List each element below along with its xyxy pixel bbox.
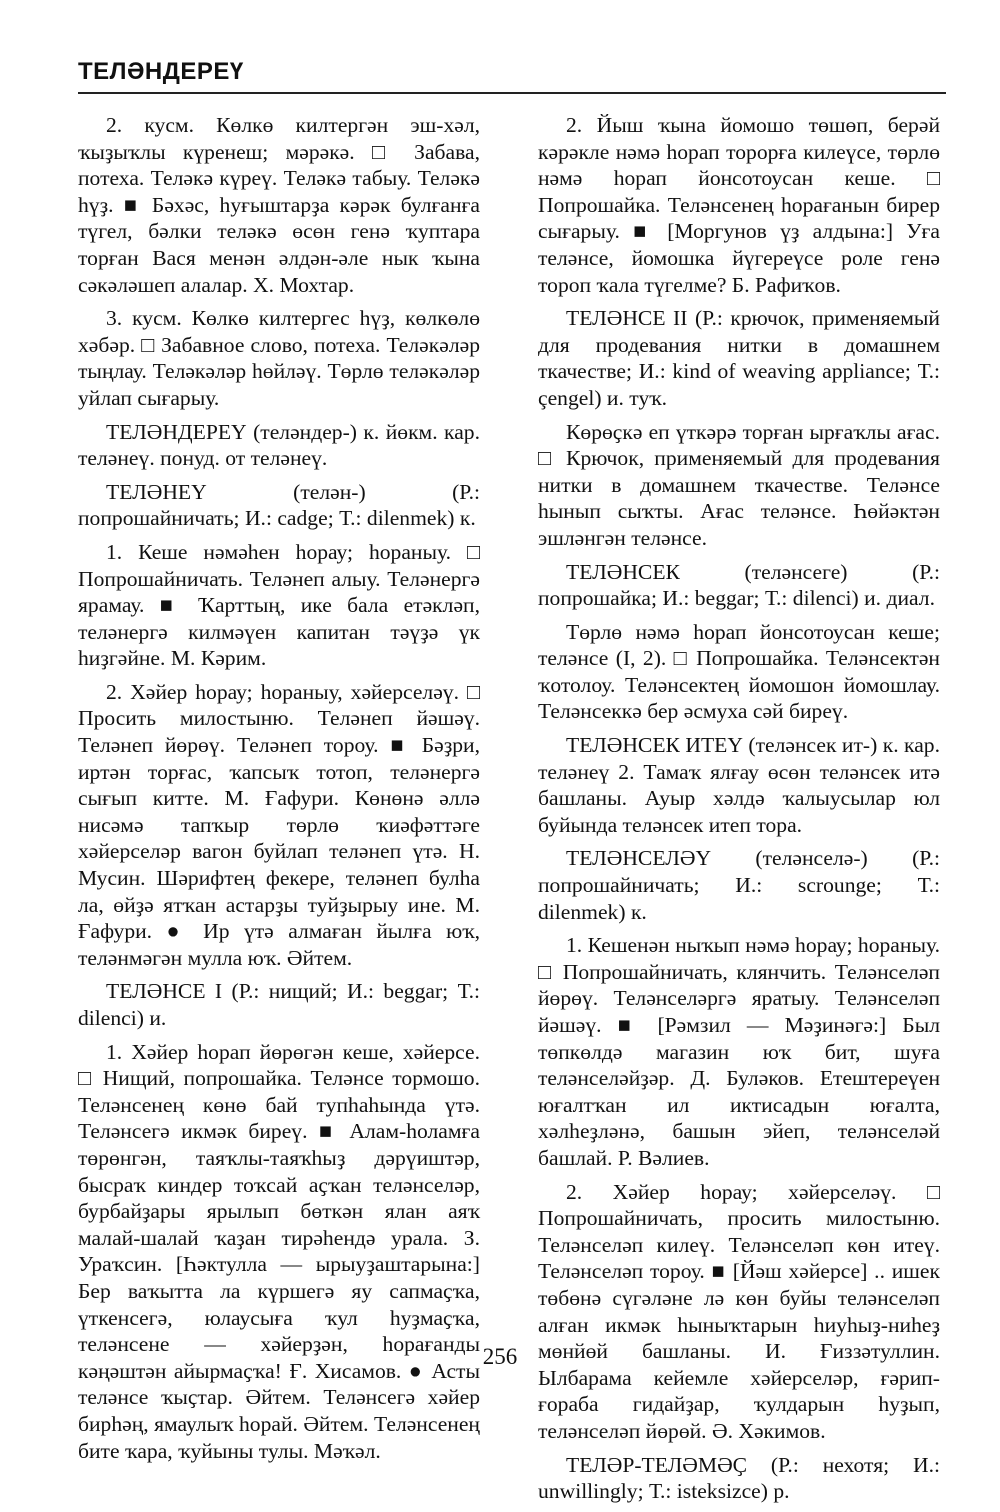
entry-paragraph: ТЕЛӘНСЕ I (Р.: нищий; И.: beggar; Т.: dilenci) и. <box>78 979 480 1030</box>
entry-paragraph: ТЕЛӘНЕҮ (телән-) (Р.: попрошайничать; И.: cadge; Т.: dilenmek) к. <box>78 479 480 531</box>
entry-paragraph: ТЕЛӘНСЕ II (Р.: крючок, применяемый для продевания нитки в домашнем ткачестве; И.: kind of weaving appliance; Т.: çengel) и. туҡ. <box>538 306 940 410</box>
running-header-title: ТЕЛӘНДЕРЕҮ <box>78 58 244 85</box>
entry-paragraph: 2. Хәйер һорау; хәйерселәү. □ Попрошайничать, просить милостыню. Теләнселәп килеү. Теләнселәп көн итеү. Теләнселәп тороу. ■ [Йәш хәйерсе] .. ишек төбөнә сүгәләне лә көн буйы теләнселәп алған икмәк һыныҡтарын һиуһыҙ-ниһеҙ мөнйөй башланы. И. Ғиззәтуллин. Ылбарама кейемле хәйерселәр, ғәрип-ғораба гидайҙар, ҡулдарын һуҙып, теләнселәп йөрөй. Ә. Хәкимов. <box>538 1179 940 1443</box>
entry-paragraph: Көрөҫкә еп үткәрә торған ырғаҡлы ағас. □ Крючок, применяемый для продевания нитки в домашнем ткачестве. Теләнсе һынып сыҡты. Ағас теләнсе. Һөйәктән эшләнгән теләнсе. <box>538 419 940 550</box>
right-column <box>538 112 940 1512</box>
entry-paragraph: ТЕЛӘНДЕРЕҮ (теләндер-) к. йөкм. кар. теләнеү. понуд. от теләнеү. <box>78 419 480 471</box>
entry-paragraph: ТЕЛӘНСЕЛӘҮ (теләнселә-) (Р.: попрошайничать; И.: scrounge; Т.: dilenmek) к. <box>538 846 940 924</box>
page-number: 256 <box>482 1344 518 1369</box>
entry-paragraph: ТЕЛӘР-ТЕЛӘМӘҪ (Р.: нехотя; И.: unwillingly; Т.: isteksizce) р. <box>538 1452 940 1504</box>
entry-paragraph: 1. Кешенән ныҡып нәмә һорау; һораныу. □ Попрошайничать, клянчить. Теләнселәп йөрөү. Теләнселәргә яратыу. Теләнселәп йәшәү. ■ [Рәмзил — Мәҙинәгә:] Был төпкөлдә магазин юҡ бит, шуға теләнселәйҙәр. Д. Буләков. Етештереүен юғалтҡан ил иктисадын юғалта, хәлһеҙләнә, башын эйеп, теләнселәй башлай. Р. Вәлиев. <box>538 933 940 1170</box>
running-header <box>78 58 946 94</box>
entry-paragraph: Төрлө нәмә һорап йонсотоусан кеше; теләнсе (I, 2). □ Попрошайка. Теләнсектән ҡотолоу. Теләнсектең йомошон йомошлау. Теләнсеккә бер әсмуха сәй биреү. <box>538 619 940 724</box>
entry-paragraph: 1. Хәйер һорап йөрөгән кеше, хәйерсе. □ Нищий, попрошайка. Теләнсе тормошо. Теләнсенең көнө бай тупһаһында үтә. Теләнсегә икмәк биреү. ■ Алам-һоламға төрөнгән, таяҡлы-таяҡһыҙ дәрүиштәр, бысраҡ киндер тоҡсай аҫҡан теләнселәр, бурбайҙары ярылып бөткән ялан аяҡ малай-шалай ҡаҙан тирәһендә урала. З. Ураҡсин. [Һәктулла — ырыуҙаштарына:] Бер ваҡытта ла күршегә яу сапмаҫҡа, үткенсегә, юлаусыға ҡул һуҙмаҫҡа, теләнсене — хәйерҙән, һорағанды кәңәштән айырмаҫҡа! Ғ. Хисамов. ● Асты теләнсе ҡыҫтар. Әйтем. Теләнсегә хәйер бирһәң, ямаулыҡ һорай. Әйтем. Теләнсенең бите ҡара, ҡуйыны тулы. Мәҡәл. <box>78 1039 480 1463</box>
entry-paragraph: 1. Кеше нәмәһен һорау; һораныу. □ Попрошайничать. Теләнеп алыу. Теләнергә ярамау. ■ Ҡарттың, ике бала етәкләп, теләнергә килмәүен капитан тәүҙә үк һиҙгәйне. М. Кәрим. <box>78 539 480 671</box>
entry-paragraph: 2. кусм. Көлкө килтергән эш-хәл, ҡыҙыҡлы күренеш; мәрәкә. □ Забава, потеха. Теләкә күреү. Теләкә табыу. Теләкә һүҙ. ■ Бәхәс, һуғыштарҙа кәрәк булғанға түгел, бәлки теләкә өсөн генә ҡуптара торған Вася менән әлдән-әле нык ҡына сәкәләшеп алалар. Х. Мохтар. <box>78 113 480 297</box>
left-column <box>78 112 480 1471</box>
entry-paragraph: 3. кусм. Көлкө килтергес һүҙ, көлкөлө хәбәр. □ Забавное слово, потеха. Теләкәләр тыңлау. Теләкәләр һөйләү. Төрлө теләкәләр уйлап сығарыу. <box>78 306 480 410</box>
entry-paragraph: ТЕЛӘНСЕК (теләнсеге) (Р.: попрошайка; И.: beggar; Т.: dilenci) и. диал. <box>538 559 940 611</box>
entry-paragraph: 2. Хәйер һорау; һораныу, хәйерселәү. □ Просить милостыню. Теләнеп йәшәү. Теләнеп йөрөү. Теләнеп тороу. ■ Бәҙри, иртән торғас, ҡапсыҡ тотоп, теләнергә сығып китте. М. Ғафури. Көнөнә әллә нисәмә тапҡыр төрлө ҡиәфәттәге хәйерселәр вагон буйлап теләнеп үтә. Н. Мусин. Шәрифтең фекере, теләнеп булһа ла, өйҙә ятҡан астарҙы туйҙырыу ине. М. Ғафури. ● Ир үтә алмаған йылға юҡ, теләнмәгән мулла юҡ. Әйтем. <box>78 679 480 970</box>
entry-paragraph: ТЕЛӘНСЕК ИТЕҮ (теләнсек ит-) к. кар. теләнеү 2. Тамаҡ ялғау өсөн теләнсек итә башланы. Ауыр хәлдә ҡалыусылар юл буйында теләнсек итеп тора. <box>538 733 940 837</box>
entry-paragraph: 2. Йыш ҡына йомошо төшөп, берәй кәрәкле нәмә һорап торорға килеүсе, төрлө нәмә һорап йонсотоусан кеше. □ Попрошайка. Теләнсенең һорағанын бирер сығарыу. ■ [Моргунов үҙ алдына:] Уға теләнсе, йомошка йүгереүсе роле генә тороп ҡала түгелме? Б. Рафиҡов. <box>538 113 940 297</box>
